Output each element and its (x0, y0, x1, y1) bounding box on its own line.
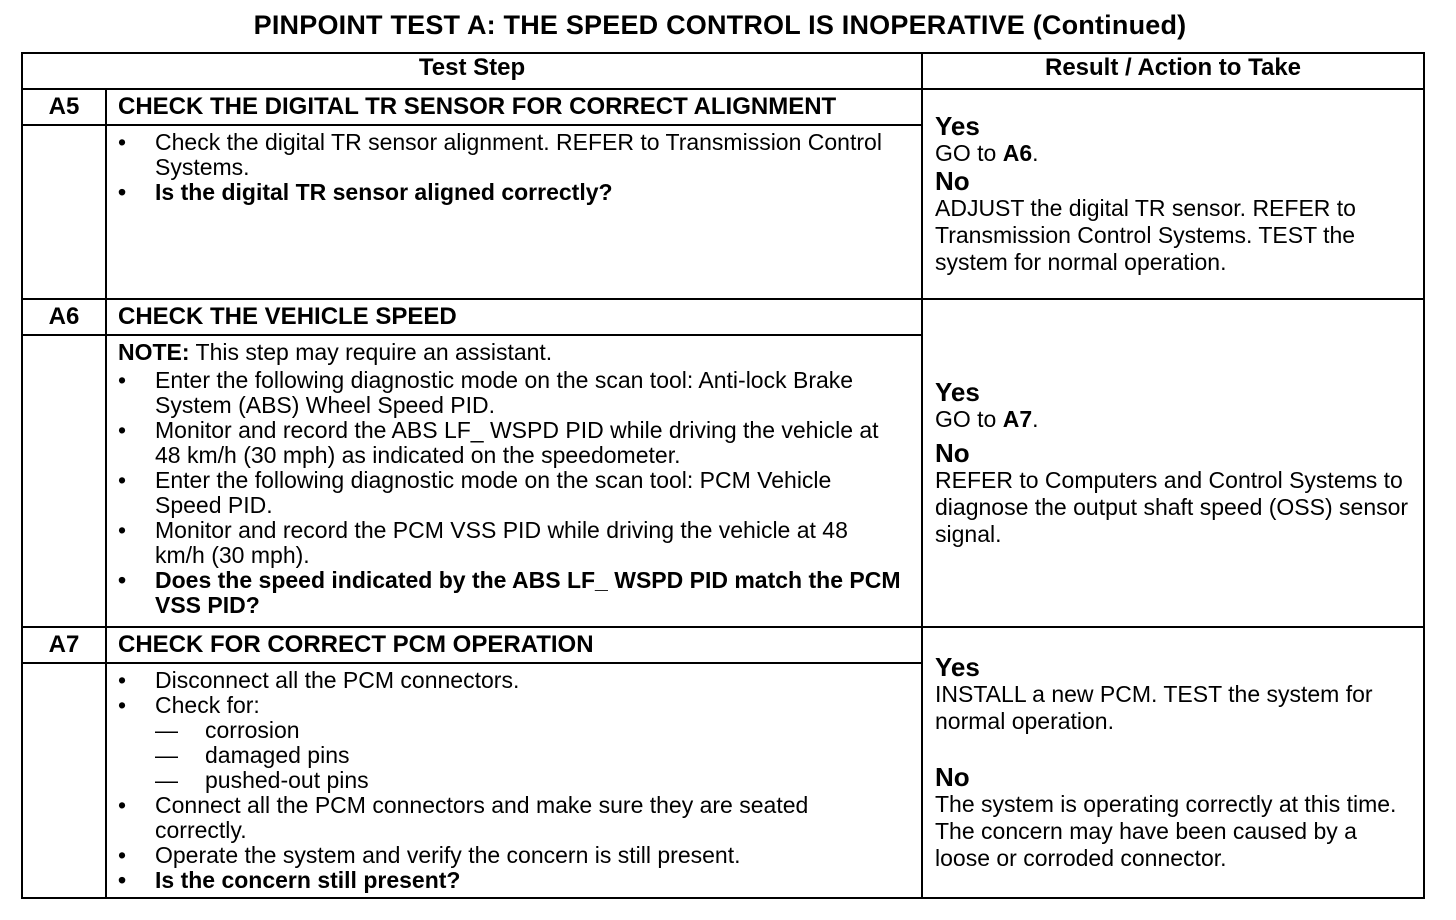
step-a6-item-4-text: Monitor and record the PCM VSS PID while driving the vehicle at 48 km/h (30 mph). (155, 517, 848, 568)
check-for-item (155, 743, 901, 768)
bullet-icon: • (118, 367, 127, 393)
bullet-icon: • (118, 867, 127, 893)
step-a7-item-4 (118, 843, 901, 868)
bullet-icon: • (118, 692, 127, 718)
step-a6-id: A6 (22, 299, 106, 335)
step-a7-body (106, 663, 922, 898)
result-header: Result / Action to Take (922, 53, 1424, 89)
step-a7-question-text: Is the concern still present? (155, 867, 461, 893)
step-a6-body (106, 335, 922, 627)
step-a5-title: CHECK THE DIGITAL TR SENSOR FOR CORRECT ALIGNMENT (106, 89, 922, 125)
note-label: NOTE: (118, 339, 190, 365)
step-a7-id: A7 (22, 627, 106, 663)
bullet-icon: • (118, 467, 127, 493)
step-a7-result (922, 627, 1424, 898)
check-for-list (155, 718, 901, 793)
step-a7-item-3 (118, 793, 901, 843)
step-a6-no-action: REFER to Computers and Control Systems to diagnose the output shaft speed (OSS) sensor signal. (935, 467, 1409, 547)
step-a5-result (922, 89, 1424, 299)
check-for-item-text: corrosion (205, 717, 300, 743)
step-a6-question-text: Does the speed indicated by the ABS LF_ WSPD PID match the PCM VSS PID? (155, 567, 901, 618)
check-for-item (155, 718, 901, 743)
step-a6-item-2-text: Monitor and record the ABS LF_ WSPD PID while driving the vehicle at 48 km/h (30 mph) as indicated on the speedometer. (155, 417, 879, 468)
step-a5-question (118, 180, 901, 205)
step-a7-question (118, 868, 901, 893)
step-a7-item-2-text: Check for: (155, 692, 260, 718)
check-for-item (155, 768, 901, 793)
step-a7-yes-label: Yes (935, 652, 980, 682)
dash-icon: — (155, 767, 178, 793)
bullet-icon: • (118, 179, 127, 205)
bullet-icon: • (118, 517, 127, 543)
step-a6-item-3-text: Enter the following diagnostic mode on the scan tool: PCM Vehicle Speed PID. (155, 467, 832, 518)
step-a6-yes-target: A7 (1002, 406, 1033, 432)
bullet-icon: • (118, 417, 127, 443)
step-a7-id-blank (22, 663, 106, 898)
step-a6-yes-prefix: GO to (935, 406, 1003, 432)
check-for-item-text: pushed-out pins (205, 767, 369, 793)
step-a6-item-2 (118, 418, 901, 468)
test-step-header: Test Step (22, 53, 922, 89)
bullet-icon: • (118, 792, 127, 818)
step-a5-id: A5 (22, 89, 106, 125)
page-title: PINPOINT TEST A: THE SPEED CONTROL IS INOPERATIVE (Continued) (253, 10, 1187, 40)
step-a5-item-1 (118, 130, 901, 180)
step-a5-yes-suffix: . (1032, 140, 1039, 166)
step-a7-yes-action: INSTALL a new PCM. TEST the system for normal operation. (935, 681, 1373, 734)
bullet-icon: • (118, 567, 127, 593)
step-a5-no-label: No (935, 166, 970, 196)
step-a7-no-action: The system is operating correctly at this time. The concern may have been caused by a loose or corroded connector. (935, 791, 1397, 871)
step-a7-item-3-text: Connect all the PCM connectors and make sure they are seated correctly. (155, 792, 809, 843)
step-a6-item-1-text: Enter the following diagnostic mode on the scan tool: Anti-lock Brake System (ABS) Wheel Speed PID. (155, 367, 854, 418)
step-a6-title-row (22, 299, 1424, 335)
step-a6-yes-suffix: . (1032, 406, 1039, 432)
step-a5-id-blank (22, 125, 106, 299)
step-a5-yes-action (935, 140, 1413, 167)
step-a7-item-2 (118, 693, 901, 793)
step-a5-yes-prefix: GO to (935, 140, 1003, 166)
step-a6-item-1 (118, 368, 901, 418)
step-a5-item-1-text: Check the digital TR sensor alignment. REFER to Transmission Control Systems. (155, 129, 882, 180)
bullet-icon: • (118, 842, 127, 868)
step-a6-no-label: No (935, 438, 970, 468)
pinpoint-test-table (21, 52, 1425, 899)
step-a5-yes-label: Yes (935, 111, 980, 141)
step-a7-item-1-text: Disconnect all the PCM connectors. (155, 667, 520, 693)
step-a6-question (118, 568, 901, 618)
step-a5-question-text: Is the digital TR sensor aligned correctly? (155, 179, 613, 205)
bullet-icon: • (118, 667, 127, 693)
step-a6-id-blank (22, 335, 106, 627)
step-a7-title-row (22, 627, 1424, 663)
step-a5-body (106, 125, 922, 299)
step-a6-note (118, 340, 901, 365)
step-a6-result (922, 299, 1424, 627)
step-a7-item-4-text: Operate the system and verify the concern is still present. (155, 842, 741, 868)
step-a6-title: CHECK THE VEHICLE SPEED (106, 299, 922, 335)
step-a7-item-1 (118, 668, 901, 693)
dash-icon: — (155, 717, 178, 743)
step-a7-title: CHECK FOR CORRECT PCM OPERATION (106, 627, 922, 663)
step-a7-no-label: No (935, 762, 970, 792)
note-text: This step may require an assistant. (189, 339, 553, 365)
step-a5-title-row (22, 89, 1424, 125)
bullet-icon: • (118, 129, 127, 155)
step-a6-yes-action (935, 406, 1413, 433)
check-for-item-text: damaged pins (205, 742, 350, 768)
dash-icon: — (155, 742, 178, 768)
table-header-row (22, 53, 1424, 89)
step-a5-yes-target: A6 (1002, 140, 1033, 166)
step-a6-yes-label: Yes (935, 377, 980, 407)
step-a6-item-3 (118, 468, 901, 518)
step-a6-item-4 (118, 518, 901, 568)
step-a5-no-action: ADJUST the digital TR sensor. REFER to Transmission Control Systems. TEST the system for normal operation. (935, 195, 1356, 275)
